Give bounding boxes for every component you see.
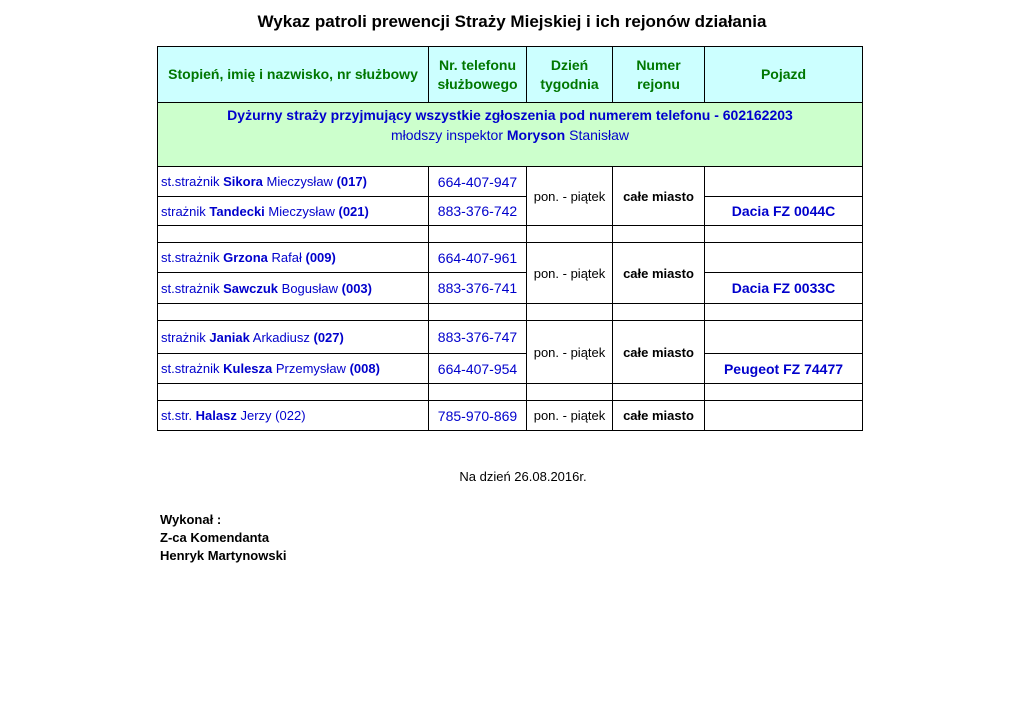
officer-cell: st.strażnik Kulesza Przemysław (008) [158,354,429,384]
officer-cell: st.str. Halasz Jerzy (022) [158,401,429,431]
signature-label: Wykonał : [160,512,222,527]
vehicle-empty-cell [705,167,863,197]
header-day: Dzień tygodnia [527,47,613,103]
vehicle-empty-cell [705,321,863,354]
phone-cell: 664-407-961 [429,243,527,273]
signature-name: Henryk Martynowski [160,548,287,563]
spacer-row [158,304,863,321]
table-row [158,167,863,197]
signature-block [160,511,286,565]
duty-officer-rank: młodszy inspektor [390,127,507,143]
duty-officer [161,125,859,145]
phone-cell: 883-376-741 [429,273,527,304]
header-phone: Nr. telefonu służbowego [429,47,527,103]
day-cell: pon. - piątek [527,167,613,226]
area-cell: całe miasto [613,243,705,304]
area-cell: całe miasto [613,321,705,384]
vehicle-cell: Dacia FZ 0044C [705,197,863,226]
vehicle-cell: Dacia FZ 0033C [705,273,863,304]
officer-cell: st.strażnik Sikora Mieczysław (017) [158,167,429,197]
table-row [158,354,863,384]
table-row [158,273,863,304]
header-area: Numer rejonu [613,47,705,103]
duty-officer-row [158,103,863,167]
header-vehicle: Pojazd [705,47,863,103]
patrol-table [157,46,863,431]
vehicle-cell [705,401,863,431]
vehicle-cell: Peugeot FZ 74477 [705,354,863,384]
table-row [158,401,863,431]
signature-role: Z-ca Komendanta [160,530,270,545]
officer-cell: st.strażnik Grzona Rafał (009) [158,243,429,273]
phone-cell: 664-407-954 [429,354,527,384]
table-row [158,321,863,354]
duty-officer-surname: Moryson [506,127,566,143]
header-name: Stopień, imię i nazwisko, nr służbowy [158,47,429,103]
day-cell: pon. - piątek [527,401,613,431]
day-cell: pon. - piątek [527,243,613,304]
day-cell: pon. - piątek [527,321,613,384]
table-row [158,197,863,226]
date-line: Na dzień 26.08.2016r. [459,469,587,484]
officer-cell: strażnik Tandecki Mieczysław (021) [158,197,429,226]
spacer-row [158,226,863,243]
vehicle-empty-cell [705,243,863,273]
duty-officer-first-name: Stanisław [565,127,630,143]
spacer-row [158,384,863,401]
document-title: Wykaz patroli prewencji Straży Miejskiej i ich rejonów działania [257,12,767,31]
officer-cell: st.strażnik Sawczuk Bogusław (003) [158,273,429,304]
header-row [158,47,863,103]
phone-cell: 883-376-742 [429,197,527,226]
duty-officer-cell [158,103,863,167]
officer-cell: strażnik Janiak Arkadiusz (027) [158,321,429,354]
area-cell: całe miasto [613,401,705,431]
phone-cell: 664-407-947 [429,167,527,197]
phone-cell: 785-970-869 [429,401,527,431]
duty-line: Dyżurny straży przyjmujący wszystkie zgłoszenia pod numerem telefonu - 602162203 [227,107,793,123]
table-row [158,243,863,273]
phone-cell: 883-376-747 [429,321,527,354]
area-cell: całe miasto [613,167,705,226]
